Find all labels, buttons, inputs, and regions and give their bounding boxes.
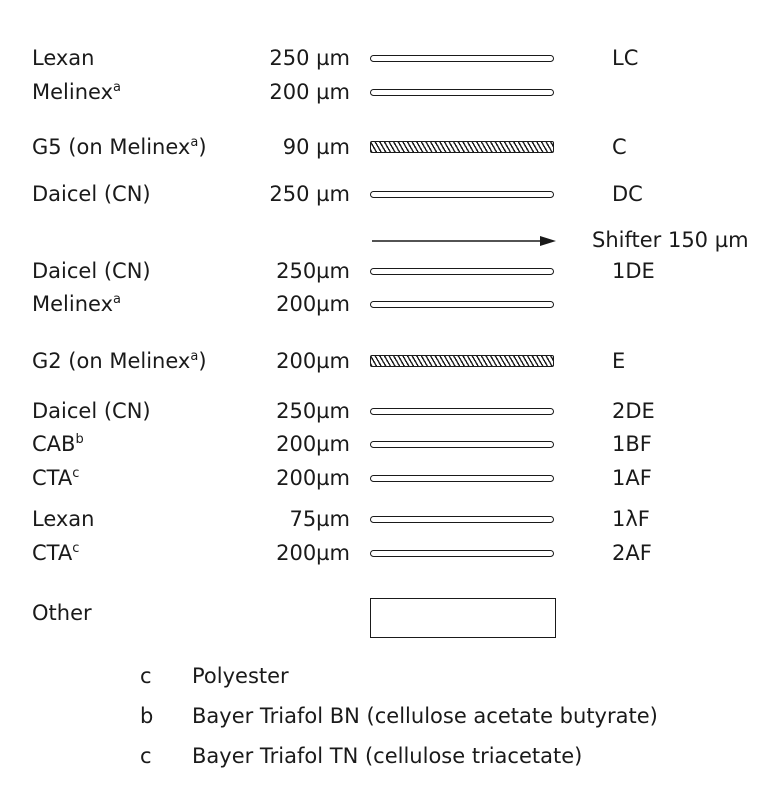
foil-bar — [370, 191, 554, 198]
layer-label: 1λF — [612, 507, 650, 531]
layer-thickness: 250 µm — [269, 182, 350, 206]
foil-bar — [370, 550, 554, 557]
layer-material-text: CAB — [32, 432, 76, 456]
layer-material — [32, 46, 95, 70]
layer-thickness: 250µm — [276, 259, 350, 283]
foil-bar — [370, 89, 554, 96]
other-box — [370, 598, 556, 638]
footnote-marker: a — [113, 292, 121, 307]
layer-thickness: 75µm — [289, 507, 350, 531]
layer-material-text: Daicel (CN) — [32, 182, 151, 206]
layer-material — [32, 466, 79, 490]
layer-material-text: CTA — [32, 541, 73, 565]
layer-label: 2AF — [612, 541, 652, 565]
layer-material-text: CTA — [32, 466, 73, 490]
layer-material-text: Melinex — [32, 292, 113, 316]
layer-thickness: 200µm — [276, 466, 350, 490]
footnote-marker: c — [72, 541, 80, 556]
shifter-arrow-icon — [372, 235, 562, 247]
layer-label: 1DE — [612, 259, 655, 283]
layer-material-suffix: ) — [198, 135, 207, 159]
layer-thickness: 90 µm — [282, 135, 350, 159]
layer-material — [32, 507, 95, 531]
layer-material — [32, 135, 207, 159]
layer-label: 1AF — [612, 466, 652, 490]
layer-material — [32, 80, 121, 104]
layer-thickness: 200 µm — [269, 80, 350, 104]
layer-thickness: 200µm — [276, 432, 350, 456]
layer-label: 2DE — [612, 399, 655, 423]
layer-material — [32, 349, 207, 373]
layer-thickness: 200µm — [276, 349, 350, 373]
layer-material — [32, 541, 79, 565]
footnote-marker: b — [75, 432, 84, 447]
layer-label: 1BF — [612, 432, 652, 456]
layer-material-text: Daicel (CN) — [32, 259, 151, 283]
layer-material-text: Lexan — [32, 507, 95, 531]
footnote-marker: a — [190, 135, 199, 150]
layer-material — [32, 182, 151, 206]
footnote-text: Bayer Triafol TN (cellulose triacetate) — [192, 744, 583, 768]
layer-material — [32, 259, 151, 283]
footnote-marker: a — [190, 349, 199, 364]
foil-bar — [370, 55, 554, 62]
footnote-key: b — [140, 704, 154, 728]
foil-bar — [370, 475, 554, 482]
foil-bar — [370, 301, 554, 308]
layer-label: C — [612, 135, 627, 159]
layer-thickness: 200µm — [276, 541, 350, 565]
footnote-marker: c — [72, 466, 80, 481]
footnote-marker: a — [113, 80, 121, 95]
hatched-foil-bar — [370, 355, 554, 367]
footnote-text: Bayer Triafol BN (cellulose acetate butyrate) — [192, 704, 658, 728]
foil-bar — [370, 441, 554, 448]
layer-material — [32, 292, 121, 316]
footnote-key: c — [140, 664, 152, 688]
layer-label: E — [612, 349, 626, 373]
layer-label: DC — [612, 182, 643, 206]
layer-thickness: 250 µm — [269, 46, 350, 70]
layer-material-text: G2 (on Melinex — [32, 349, 191, 373]
footnote-key: c — [140, 744, 152, 768]
footnote-text: Polyester — [192, 664, 289, 688]
layer-thickness: 250µm — [276, 399, 350, 423]
layer-material — [32, 399, 151, 423]
foil-bar — [370, 516, 554, 523]
hatched-foil-bar — [370, 141, 554, 153]
foil-bar — [370, 268, 554, 275]
layer-material-text: Daicel (CN) — [32, 399, 151, 423]
shifter-label: Shifter 150 µm — [592, 228, 749, 252]
foil-bar — [370, 408, 554, 415]
layer-material-suffix: ) — [198, 349, 207, 373]
layer-material — [32, 432, 84, 456]
layer-thickness: 200µm — [276, 292, 350, 316]
layer-material-text: G5 (on Melinex — [32, 135, 191, 159]
other-label: Other — [32, 601, 92, 625]
layer-material-text: Melinex — [32, 80, 113, 104]
layer-material-text: Lexan — [32, 46, 95, 70]
layer-label: LC — [612, 46, 639, 70]
